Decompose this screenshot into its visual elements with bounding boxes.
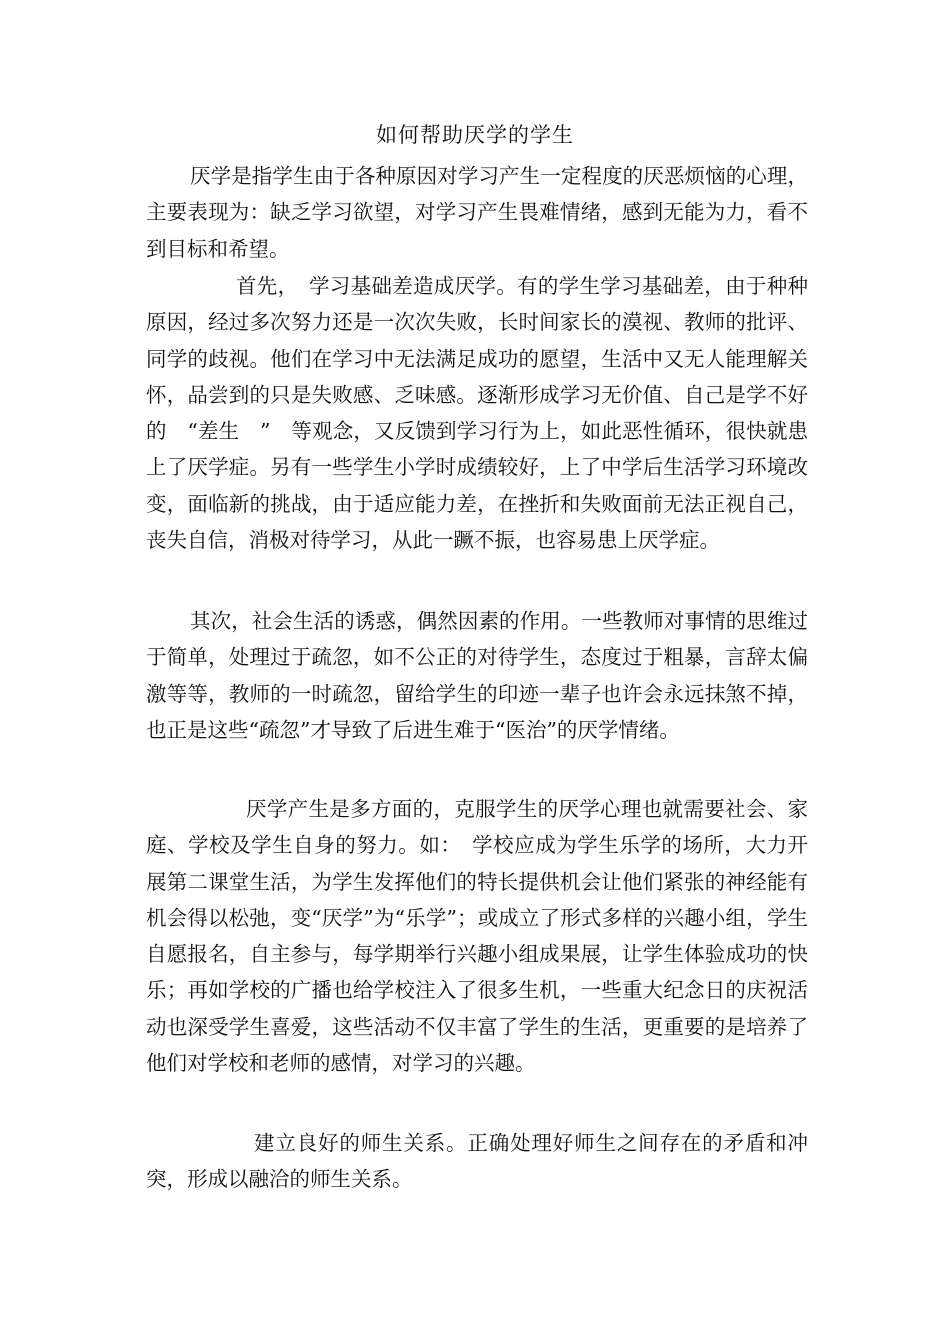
- document-title: 如何帮助厌学的学生: [376, 123, 574, 147]
- paragraph-relationship: 建立良好的师生关系。正确处理好师生之间存在的矛盾和冲突，形成以融洽的师生关系。: [146, 1131, 808, 1192]
- paragraph-solutions: 厌学产生是多方面的，克服学生的厌学心理也就需要社会、家庭、学校及学生自身的努力。如： 学校应成为学生乐学的场所，大力开展第二课堂生活，为学生发挥他们的特长提供机会让他们紧张的神经能有机会得以松弛，变“厌学”为“乐学”；或成立了形式多样的兴趣小组，学生自愿报名，自主参与，每学期举行兴趣小组成果展，让学生体验成功的快乐；再如学校的广播也给学校注入了很多生机，一些重大纪念日的庆祝活动也深受学生喜爱，这些活动不仅丰富了学生的生活，更重要的是培养了他们对学校和老师的感情，对学习的兴趣。: [146, 797, 808, 1076]
- paragraph-definition: 厌学是指学生由于各种原因对学习产生一定程度的厌恶烦恼的心理，主要表现为：缺乏学习欲望，对学习产生畏难情绪，感到无能为力，看不到目标和希望。: [146, 164, 808, 261]
- paragraph-second-cause: 其次，社会生活的诱惑，偶然因素的作用。一些教师对事情的思维过于简单，处理过于疏忽，如不公正的对待学生，态度过于粗暴，言辞太偏激等等，教师的一时疏忽，留给学生的印迹一辈子也许会永远抹煞不掉，也正是这些“疏忽”才导致了后进生难于“医治”的厌学情绪。: [146, 609, 808, 742]
- paragraph-first-cause: 首先， 学习基础差造成厌学。有的学生学习基础差，由于种种原因，经过多次努力还是一次次失败，长时间家长的漠视、教师的批评、同学的歧视。他们在学习中无法满足成功的愿望，生活中又无人能理解关怀，品尝到的只是失败感、乏味感。逐渐形成学习无价值、自己是学不好的 “差生 ” 等观念，又反馈到学习行为上，如此恶性循环，很快就患上了厌学症。另有一些学生小学时成绩较好，上了中学后生活学习环境改变，面临新的挑战，由于适应能力差，在挫折和失败面前无法正视自己，丧失自信，消极对待学习，从此一蹶不振，也容易患上厌学症。: [146, 274, 808, 553]
